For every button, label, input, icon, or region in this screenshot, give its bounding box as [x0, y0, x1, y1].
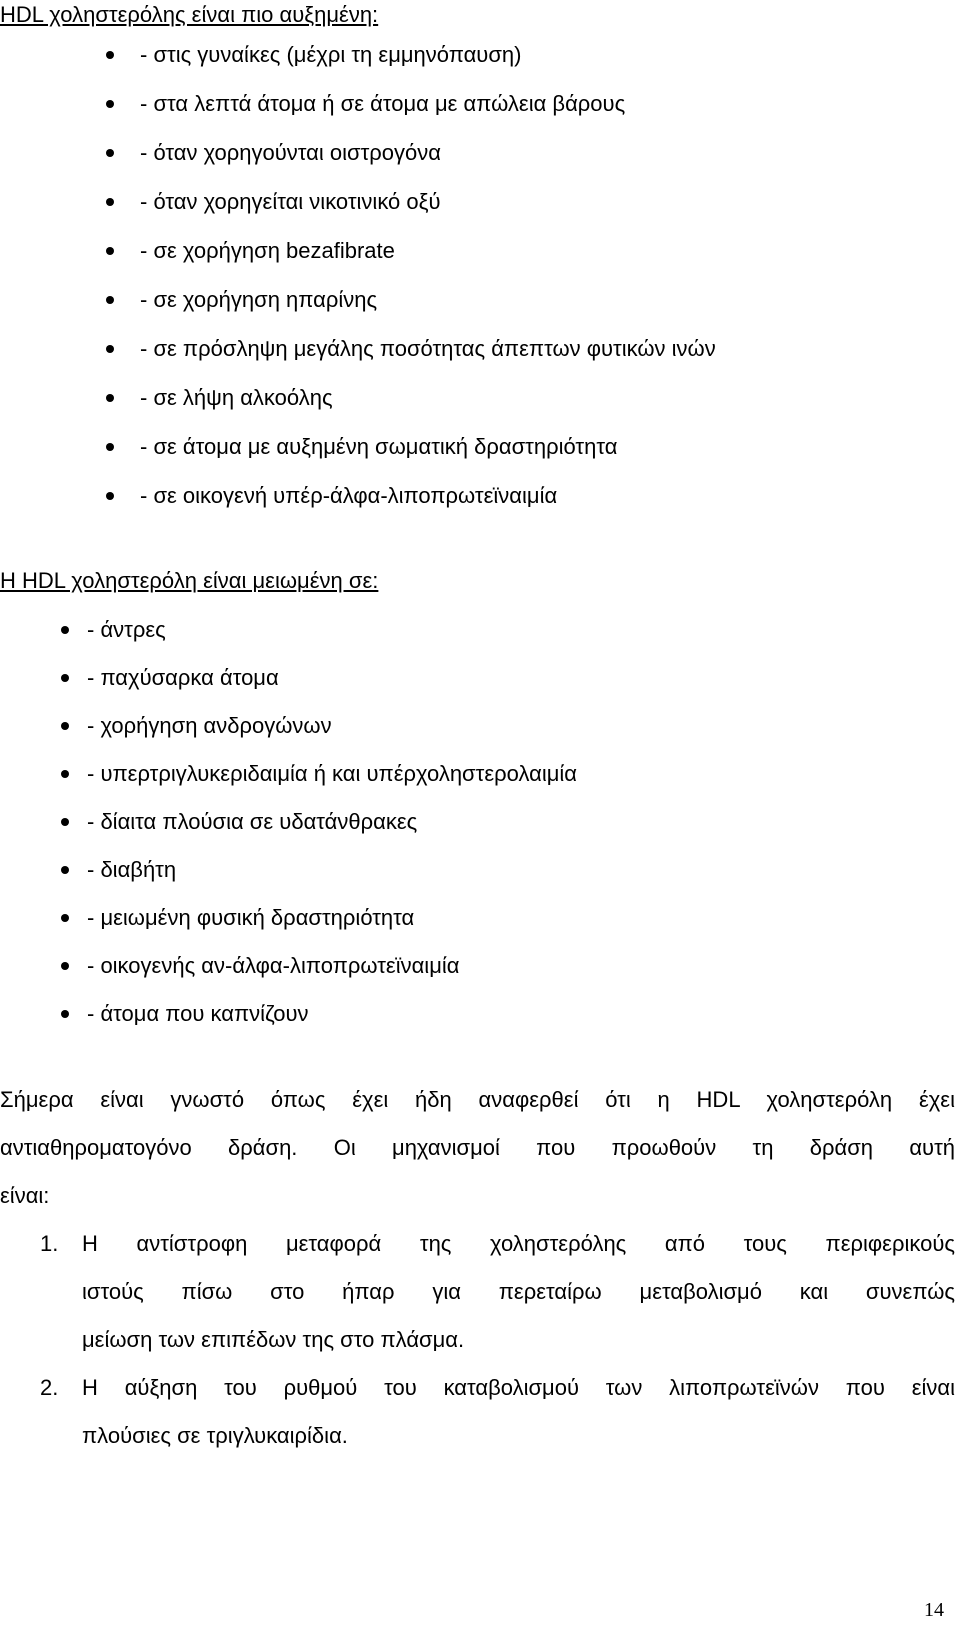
bullet-icon — [106, 149, 114, 157]
paragraph-line: αντιαθηροματογόνο δράση. Οι μηχανισμοί που προωθούν τη δράση αυτή — [0, 1135, 955, 1160]
bullet-icon — [106, 443, 114, 451]
list-item: - άτομα που καπνίζουν — [87, 1001, 309, 1027]
list-item: - διαβήτη — [87, 857, 176, 883]
bullet-icon — [106, 100, 114, 108]
paragraph-line: Σήμερα είναι γνωστό όπως έχει ήδη αναφερθεί ότι η HDL χοληστερόλη έχει — [0, 1087, 955, 1112]
bullet-icon — [106, 198, 114, 206]
bullet-icon — [61, 1010, 69, 1018]
item-number: 1. — [40, 1231, 59, 1256]
heading-hdl-decreased: Η HDL χοληστερόλη είναι μειωμένη σε: — [0, 568, 379, 593]
item-line: μείωση των επιπέδων της στο πλάσμα. — [82, 1327, 465, 1352]
list-item: - μειωμένη φυσική δραστηριότητα — [87, 905, 414, 931]
bullet-icon — [61, 722, 69, 730]
list-item: - στα λεπτά άτομα ή σε άτομα με απώλεια βάρους — [140, 91, 625, 117]
item-line: ιστούς πίσω στο ήπαρ για περεταίρω μεταβολισμό και συνεπώς — [82, 1279, 955, 1304]
bullet-icon — [106, 394, 114, 402]
list-item: - σε οικογενή υπέρ-άλφα-λιποπρωτεϊναιμία — [140, 483, 557, 509]
bullet-icon — [61, 674, 69, 682]
list-item: - σε πρόσληψη μεγάλης ποσότητας άπεπτων φυτικών ινών — [140, 336, 716, 362]
item-line: Η αύξηση του ρυθμού του καταβολισμού των λιποπρωτεϊνών που είναι — [82, 1375, 955, 1400]
bullet-icon — [61, 914, 69, 922]
bullet-icon — [106, 51, 114, 59]
list-item: - σε άτομα με αυξημένη σωματική δραστηριότητα — [140, 434, 617, 460]
list-item: - άντρες — [87, 617, 166, 643]
list-item: - σε χορήγηση ηπαρίνης — [140, 287, 377, 313]
list-item: - παχύσαρκα άτομα — [87, 665, 279, 691]
bullet-icon — [61, 866, 69, 874]
bullet-icon — [106, 296, 114, 304]
bullet-icon — [106, 247, 114, 255]
bullet-icon — [61, 962, 69, 970]
list-item: - όταν χορηγείται νικοτινικό οξύ — [140, 189, 441, 215]
bullet-icon — [61, 770, 69, 778]
bullet-icon — [106, 345, 114, 353]
page-number: 14 — [924, 1599, 944, 1621]
bullet-icon — [106, 492, 114, 500]
list-item: - υπερτριγλυκεριδαιμία ή και υπέρχοληστερολαιμία — [87, 761, 577, 787]
list-item: - σε λήψη αλκοόλης — [140, 385, 333, 411]
item-number: 2. — [40, 1375, 59, 1400]
bullet-icon — [61, 818, 69, 826]
item-line: πλούσιες σε τριγλυκαιρίδια. — [82, 1423, 348, 1448]
list-item: - οικογενής αν-άλφα-λιποπρωτεϊναιμία — [87, 953, 459, 979]
bullet-icon — [61, 626, 69, 634]
list-item: - στις γυναίκες (μέχρι τη εμμηνόπαυση) — [140, 42, 521, 68]
item-line: Η αντίστροφη μεταφορά της χοληστερόλης από τους περιφερικούς — [82, 1231, 955, 1256]
list-item: - χορήγηση ανδρογώνων — [87, 713, 332, 739]
list-item: - όταν χορηγούνται οιστρογόνα — [140, 140, 441, 166]
heading-hdl-increased: HDL χοληστερόλης είναι πιο αυξημένη: — [0, 2, 379, 27]
paragraph-line: είναι: — [0, 1183, 50, 1208]
list-item: - δίαιτα πλούσια σε υδατάνθρακες — [87, 809, 417, 835]
list-item: - σε χορήγηση bezafibrate — [140, 238, 395, 264]
